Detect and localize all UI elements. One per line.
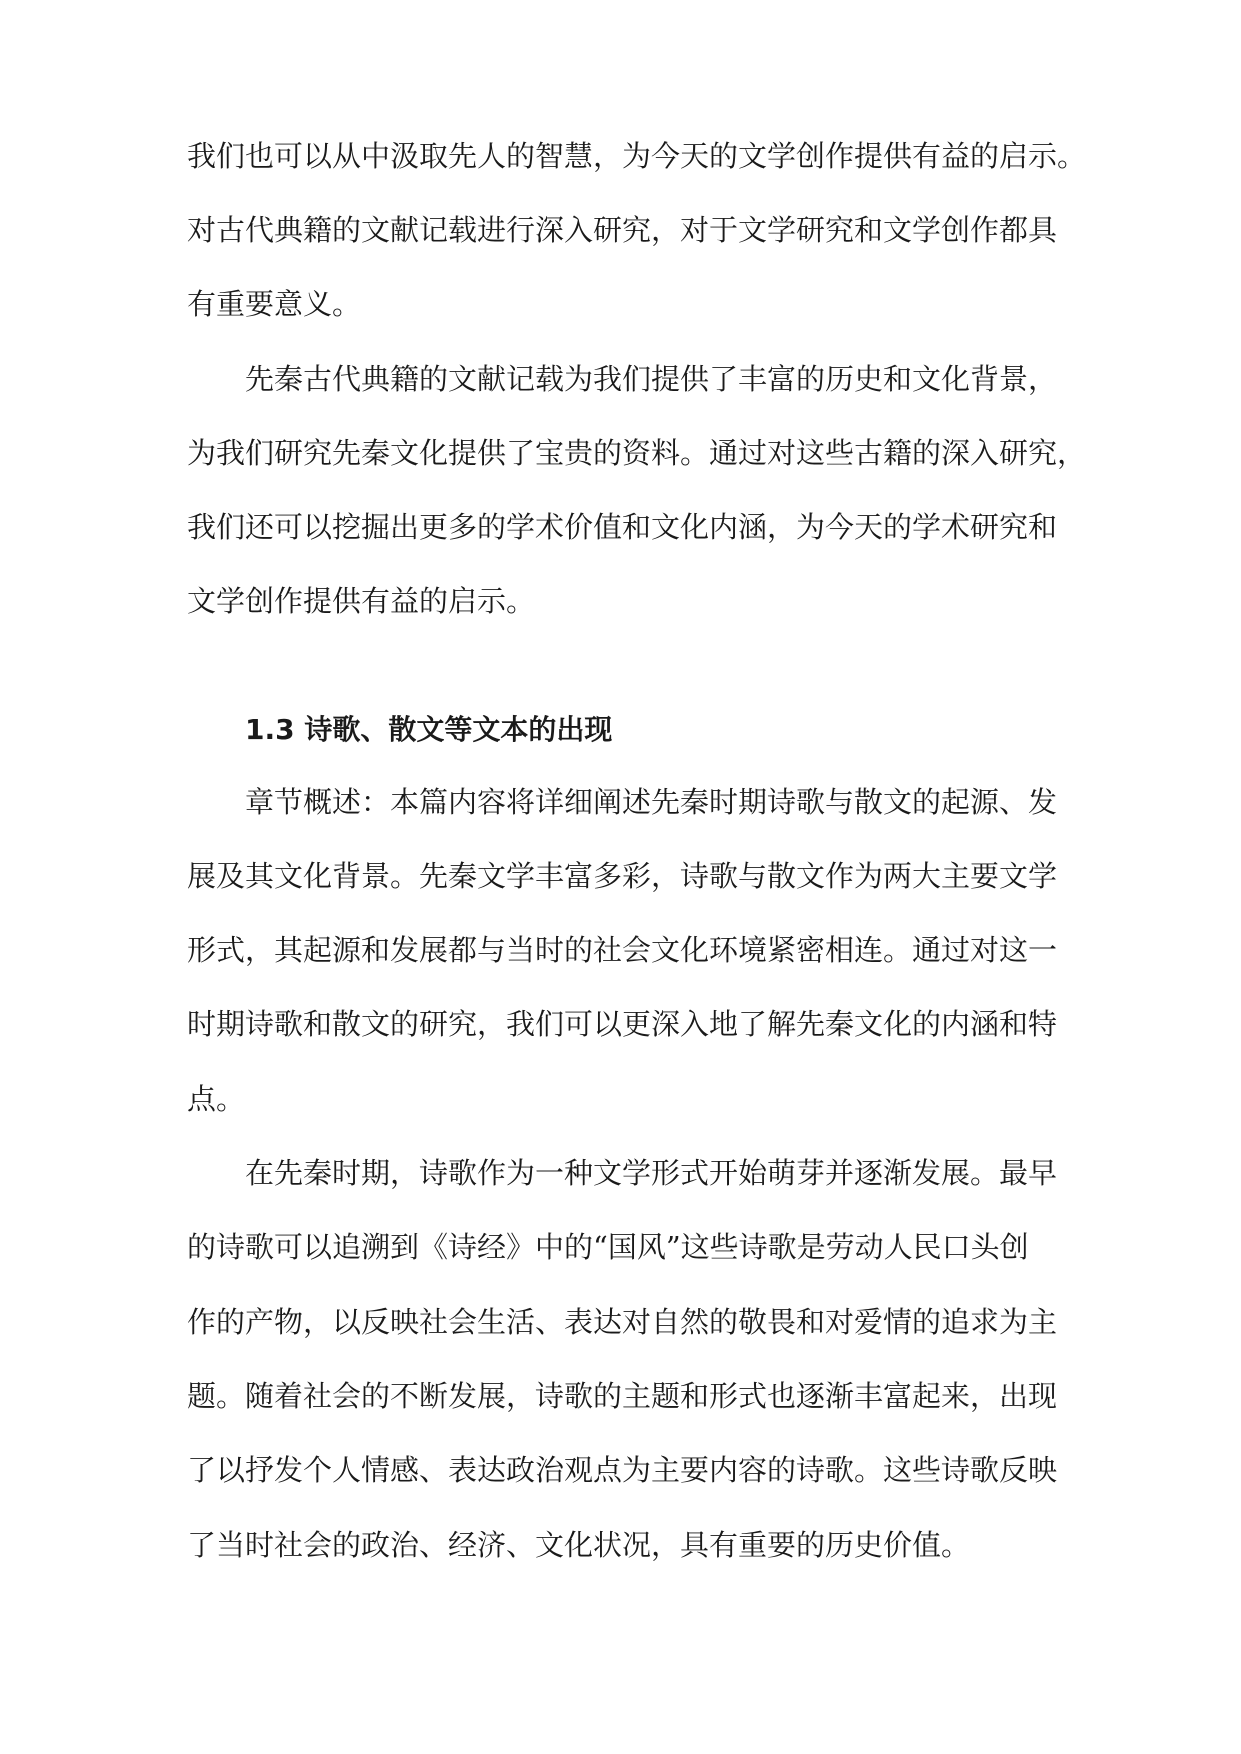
paragraph-3-line-4: 时期诗歌和散文的研究，我们可以更深入地了解先秦文化的内涵和特 bbox=[187, 1007, 1058, 1041]
paragraph-4-line-1: 在先秦时期，诗歌作为一种文学形式开始萌芽并逐渐发展。最早 bbox=[245, 1156, 1058, 1190]
paragraph-4-line-6: 了当时社会的政治、经济、文化状况，具有重要的历史价值。 bbox=[187, 1528, 971, 1562]
paragraph-4-line-4: 题。随着社会的不断发展，诗歌的主题和形式也逐渐丰富起来，出现 bbox=[187, 1379, 1058, 1413]
paragraph-2-line-2: 为我们研究先秦文化提供了宝贵的资料。通过对这些古籍的深入研究， bbox=[187, 436, 1087, 470]
paragraph-3-line-2: 展及其文化背景。先秦文学丰富多彩，诗歌与散文作为两大主要文学 bbox=[187, 859, 1058, 893]
paragraph-4-line-5: 了以抒发个人情感、表达政治观点为主要内容的诗歌。这些诗歌反映 bbox=[187, 1453, 1058, 1487]
paragraph-1-line-3: 有重要意义。 bbox=[187, 287, 362, 321]
paragraph-3-line-5: 点。 bbox=[187, 1082, 246, 1116]
paragraph-1-line-1: 我们也可以从中汲取先人的智慧，为今天的文学创作提供有益的启示。 bbox=[187, 139, 1087, 173]
paragraph-2-line-3: 我们还可以挖掘出更多的学术价值和文化内涵，为今天的学术研究和 bbox=[187, 510, 1058, 544]
paragraph-1-line-2: 对古代典籍的文献记载进行深入研究，对于文学研究和文学创作都具 bbox=[187, 213, 1058, 247]
section-heading: 1.3 诗歌、散文等文本的出现 bbox=[245, 713, 613, 746]
paragraph-4-line-3: 作的产物，以反映社会生活、表达对自然的敬畏和对爱情的追求为主 bbox=[187, 1305, 1058, 1339]
paragraph-4-line-2: 的诗歌可以追溯到《诗经》中的“国风”这些诗歌是劳动人民口头创 bbox=[187, 1230, 1029, 1264]
paragraph-3-line-1: 章节概述：本篇内容将详细阐述先秦时期诗歌与散文的起源、发 bbox=[245, 785, 1058, 819]
paragraph-3-line-3: 形式，其起源和发展都与当时的社会文化环境紧密相连。通过对这一 bbox=[187, 933, 1058, 967]
paragraph-2-line-1: 先秦古代典籍的文献记载为我们提供了丰富的历史和文化背景， bbox=[245, 362, 1058, 396]
paragraph-2-line-4: 文学创作提供有益的启示。 bbox=[187, 584, 536, 618]
